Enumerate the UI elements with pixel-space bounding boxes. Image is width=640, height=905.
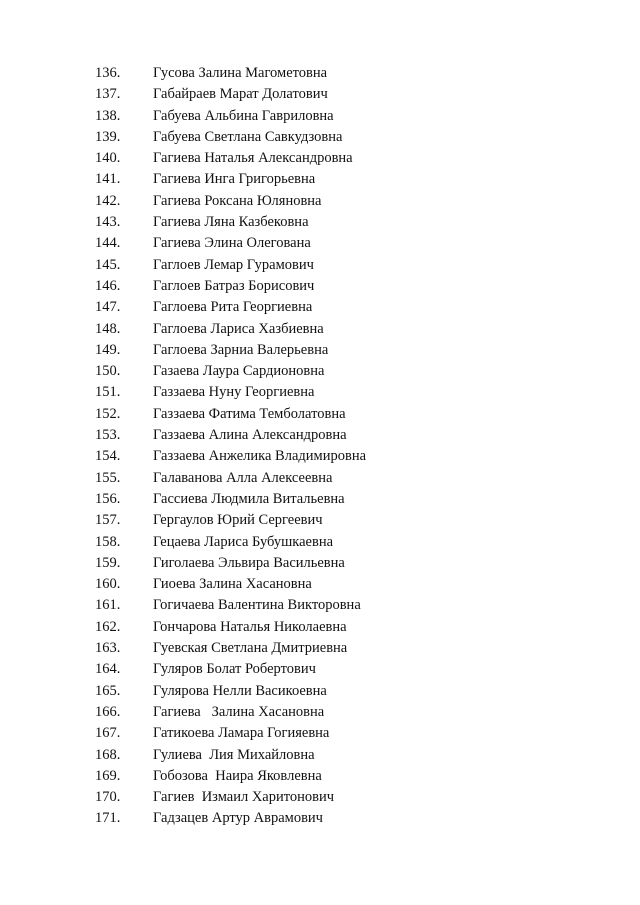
list-item xyxy=(0,276,640,297)
entry-number: 162. xyxy=(95,618,121,635)
list-item xyxy=(0,808,640,829)
list-item xyxy=(0,787,640,808)
entry-name: Гагиева Ляна Казбековна xyxy=(153,214,309,231)
entry-name: Гулиева Лия Михайловна xyxy=(153,746,315,763)
list-item xyxy=(0,404,640,425)
list-item xyxy=(0,745,640,766)
entry-number: 149. xyxy=(95,341,121,358)
list-item xyxy=(0,319,640,340)
entry-number: 159. xyxy=(95,554,121,571)
list-item xyxy=(0,297,640,318)
list-item xyxy=(0,169,640,190)
entry-number: 165. xyxy=(95,682,121,699)
entry-number: 160. xyxy=(95,576,121,593)
numbered-name-list xyxy=(0,63,640,830)
entry-number: 153. xyxy=(95,427,121,444)
entry-name: Гогичаева Валентина Викторовна xyxy=(153,597,361,614)
list-item xyxy=(0,63,640,84)
list-item xyxy=(0,553,640,574)
entry-name: Газзаева Фатима Темболатовна xyxy=(153,405,346,422)
entry-number: 155. xyxy=(95,469,121,486)
list-item xyxy=(0,723,640,744)
entry-name: Гаглоева Зарниа Валерьевна xyxy=(153,341,329,358)
entry-name: Гаглоева Рита Георгиевна xyxy=(153,299,313,316)
entry-name: Гагиев Измаил Харитонович xyxy=(153,789,335,806)
list-item xyxy=(0,489,640,510)
entry-number: 142. xyxy=(95,192,121,209)
entry-number: 151. xyxy=(95,384,121,401)
entry-number: 171. xyxy=(95,810,121,827)
entry-name: Гончарова Наталья Николаевна xyxy=(153,618,347,635)
list-item xyxy=(0,468,640,489)
list-item xyxy=(0,510,640,531)
list-item xyxy=(0,532,640,553)
entry-name: Газзаева Алина Александровна xyxy=(153,427,347,444)
entry-name: Гагиева Роксана Юляновна xyxy=(153,192,322,209)
entry-number: 140. xyxy=(95,150,121,167)
entry-name: Гагиева Залина Хасановна xyxy=(153,703,325,720)
entry-number: 139. xyxy=(95,128,121,145)
list-item xyxy=(0,255,640,276)
list-item xyxy=(0,106,640,127)
entry-name: Гадзацев Артур Аврамович xyxy=(153,810,323,827)
entry-number: 168. xyxy=(95,746,121,763)
entry-number: 152. xyxy=(95,405,121,422)
list-item xyxy=(0,148,640,169)
entry-name: Габуева Светлана Савкудзовна xyxy=(153,128,343,145)
entry-number: 163. xyxy=(95,640,121,657)
entry-number: 156. xyxy=(95,490,121,507)
entry-name: Гиголаева Эльвира Васильевна xyxy=(153,554,345,571)
list-item xyxy=(0,233,640,254)
entry-number: 169. xyxy=(95,767,121,784)
list-item xyxy=(0,595,640,616)
entry-number: 157. xyxy=(95,512,121,529)
entry-number: 147. xyxy=(95,299,121,316)
entry-number: 166. xyxy=(95,703,121,720)
list-item xyxy=(0,191,640,212)
list-item xyxy=(0,340,640,361)
entry-number: 136. xyxy=(95,65,121,81)
entry-number: 154. xyxy=(95,448,121,465)
list-item xyxy=(0,361,640,382)
entry-name: Гусова Залина Магометовна xyxy=(153,65,328,81)
entry-number: 150. xyxy=(95,363,121,380)
entry-name: Гагиева Инга Григорьевна xyxy=(153,171,316,188)
entry-name: Гулярова Нелли Васикоевна xyxy=(153,682,327,699)
entry-number: 145. xyxy=(95,256,121,273)
list-item xyxy=(0,212,640,233)
list-item xyxy=(0,617,640,638)
entry-name: Гаглоев Лемар Гурамович xyxy=(153,256,314,273)
entry-name: Гиоева Залина Хасановна xyxy=(153,576,312,593)
list-item xyxy=(0,766,640,787)
entry-name: Газзаева Нуну Георгиевна xyxy=(153,384,315,401)
list-item xyxy=(0,681,640,702)
list-item xyxy=(0,382,640,403)
entry-number: 143. xyxy=(95,214,121,231)
entry-number: 161. xyxy=(95,597,121,614)
list-item xyxy=(0,702,640,723)
entry-number: 137. xyxy=(95,86,121,103)
entry-number: 158. xyxy=(95,533,121,550)
entry-name: Гассиева Людмила Витальевна xyxy=(153,490,345,507)
entry-name: Гуляров Болат Робертович xyxy=(153,661,316,678)
entry-name: Гагиева Элина Олегована xyxy=(153,235,311,252)
entry-number: 170. xyxy=(95,789,121,806)
entry-name: Габуева Альбина Гавриловна xyxy=(153,107,334,124)
entry-number: 146. xyxy=(95,277,121,294)
entry-number: 138. xyxy=(95,107,121,124)
entry-name: Гецаева Лариса Бубушкаевна xyxy=(153,533,334,550)
entry-name: Габайраев Марат Долатович xyxy=(153,86,328,103)
list-item xyxy=(0,574,640,595)
list-item xyxy=(0,84,640,105)
list-item xyxy=(0,127,640,148)
entry-name: Галаванова Алла Алексеевна xyxy=(153,469,333,486)
entry-name: Гагиева Наталья Александровна xyxy=(153,150,353,167)
list-item xyxy=(0,638,640,659)
entry-number: 164. xyxy=(95,661,121,678)
list-item xyxy=(0,659,640,680)
entry-name: Гаглоев Батраз Борисович xyxy=(153,277,315,294)
list-item xyxy=(0,425,640,446)
entry-name: Гергаулов Юрий Сергеевич xyxy=(153,512,323,529)
entry-name: Гаглоева Лариса Хазбиевна xyxy=(153,320,324,337)
entry-number: 167. xyxy=(95,725,121,742)
entry-number: 148. xyxy=(95,320,121,337)
entry-name: Гатикоева Ламара Гогияевна xyxy=(153,725,330,742)
list-item xyxy=(0,446,640,467)
entry-name: Газзаева Анжелика Владимировна xyxy=(153,448,367,465)
entry-number: 141. xyxy=(95,171,121,188)
entry-name: Гуевская Светлана Дмитриевна xyxy=(153,640,348,657)
entry-number: 144. xyxy=(95,235,121,252)
entry-name: Гобозова Наира Яковлевна xyxy=(153,767,322,784)
entry-name: Газаева Лаура Сардионовна xyxy=(153,363,325,380)
